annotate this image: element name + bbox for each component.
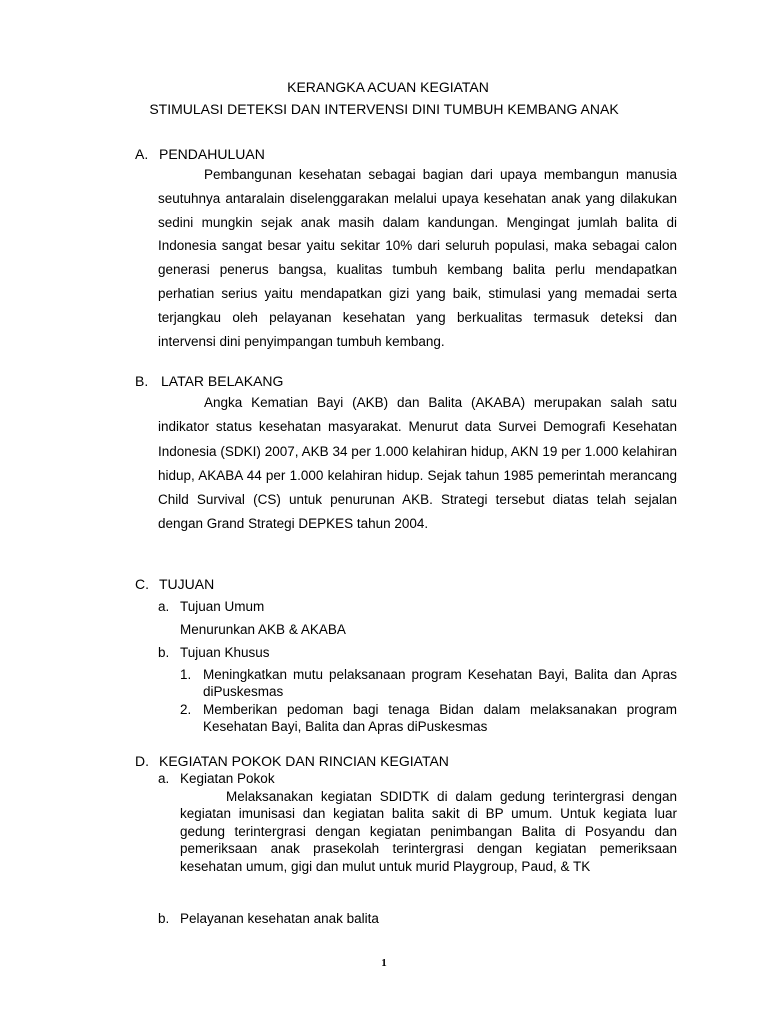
section-d-letter: D. <box>135 753 149 769</box>
section-a-title: PENDAHULUAN <box>159 146 265 162</box>
section-c-letter: C. <box>135 576 149 592</box>
page-number: 1 <box>381 957 387 969</box>
document-title: KERANGKA ACUAN KEGIATAN <box>287 79 489 95</box>
document-subtitle: STIMULASI DETEKSI DAN INTERVENSI DINI TUMBUH KEMBANG ANAK <box>149 101 619 117</box>
tujuan-umum-label: Tujuan Umum <box>180 599 265 614</box>
section-b-title: LATAR BELAKANG <box>161 373 284 389</box>
tujuan-umum-marker: a. <box>158 599 170 614</box>
tujuan-khusus-label: Tujuan Khusus <box>180 645 270 660</box>
section-b-heading <box>135 373 283 389</box>
section-a-letter: A. <box>135 146 149 162</box>
kegiatan-pokok-marker: a. <box>158 771 170 786</box>
section-b-body: Angka Kematian Bayi (AKB) dan Balita (AKABA) merupakan salah satu indikator status kesehatan masyarakat. Menurut data Survei Demografi Kesehatan Indonesia (SDKI) 2007, AKB 34 per 1.000 kelahiran hidup, AKN 19 per 1.000 kelahiran hidup, AKABA 44 per 1.000 kelahiran hidup. Sejak tahun 1985 pemerintah merancang Child Survival (CS) untuk penurunan AKB. Strategi tersebut diatas telah sejalan dengan Grand Strategi DEPKES tahun 2004. <box>158 395 677 532</box>
section-c-heading <box>135 576 214 592</box>
tujuan-umum-text: Menurunkan AKB & AKABA <box>180 622 346 637</box>
section-d-title: KEGIATAN POKOK DAN RINCIAN KEGIATAN <box>159 753 449 769</box>
kegiatan-pokok-body: Melaksanakan kegiatan SDIDTK di dalam gedung terintergrasi dengan kegiatan imunisasi dan kegiatan balita sakit di BP umum. Untuk kegiata luar gedung terintergrasi dengan kegiatan penimbangan Balita di Posyandu dan pemeriksaan anak prasekolah terintergrasi dengan kegiatan pemeriksaan kesehatan umum, gigi dan mulut untuk murid Playgroup, Paud, & TK <box>180 789 677 874</box>
tujuan-khusus-item: Meningkatkan mutu pelaksanaan program Kesehatan Bayi, Balita dan Apras diPuskesmas <box>203 667 677 700</box>
kegiatan-pokok-label: Kegiatan Pokok <box>180 771 275 786</box>
section-c-title: TUJUAN <box>159 576 215 592</box>
tujuan-khusus-item: Memberikan pedoman bagi tenaga Bidan dalam melaksanakan program Kesehatan Bayi, Balita dan Apras diPuskesmas <box>203 702 677 735</box>
tujuan-khusus-item-number: 1. <box>180 667 192 682</box>
pelayanan-marker: b. <box>158 911 170 926</box>
tujuan-khusus-marker: b. <box>158 645 170 660</box>
pelayanan-label: Pelayanan kesehatan anak balita <box>180 911 379 926</box>
tujuan-khusus-item-number: 2. <box>180 702 192 717</box>
section-b-letter: B. <box>135 373 149 389</box>
section-d-heading <box>135 753 449 769</box>
section-a-heading <box>135 146 265 162</box>
section-a-body: Pembangunan kesehatan sebagai bagian dari upaya membangun manusia seutuhnya antaralain diselenggarakan melalui upaya kesehatan anak yang dilakukan sedini mungkin sejak anak masih dalam kandungan. Mengingat jumlah balita di Indonesia sangat besar yaitu sekitar 10% dari seluruh populasi, maka sebagai calon generasi penerus bangsa, kualitas tumbuh kembang balita perlu mendapatkan perhatian serius yaitu mendapatkan gizi yang baik, stimulasi yang memadai serta terjangkau oleh pelayanan kesehatan yang berkualitas termasuk deteksi dan intervensi dini penyimpangan tumbuh kembang. <box>158 167 677 349</box>
